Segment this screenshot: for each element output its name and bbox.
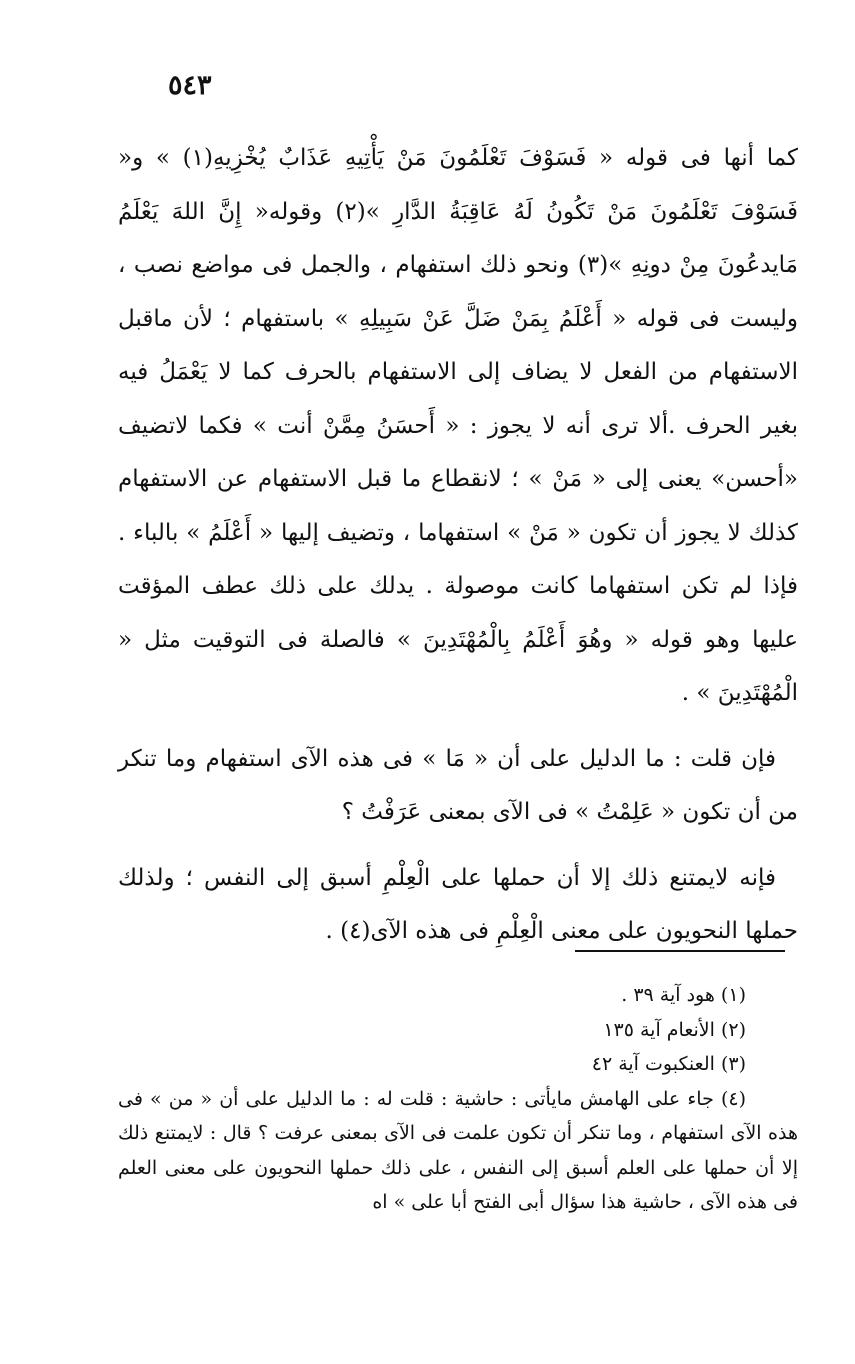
footnote: (٤) جاء على الهامش مايأتى : حاشية : قلت له : ما الدليل على أن « من » فى هذه الآى استفهام ، وما تنكر أن تكون علمت فى الآى بمعنى عرفت ؟ قال : لايمتنع ذلك إلا أن حملها على العلم أسبق إلى النفس ، على ذلك حملها النحويون على معنى العلم فى هذه الآى ، حاشية هذا سؤال أبى الفتح أبا على » اه — [118, 1087, 798, 1213]
body-paragraph: فإنه لايمتنع ذلك إلا أن حملها على الْعِلْمِ أسبق إلى النفس ؛ ولذلك حملها النحويون على معنى الْعِلْمِ فى هذه الآى(٤) . — [118, 864, 798, 944]
footnote: (٢) الأنعام آية ١٣٥ — [603, 1018, 746, 1041]
footnote: (١) هود آية ٣٩ . — [621, 984, 746, 1006]
body-paragraph: فإن قلت : ما الدليل على أن « مَا » فى هذه الآى استفهام وما تنكر من أن تكون « عَلِمْتُ » فى الآى بمعنى عَرَفْتُ ؟ — [118, 745, 798, 825]
main-text — [118, 132, 798, 959]
footnote-separator — [575, 950, 785, 952]
footnote: (٣) العنكبوت آية ٤٢ — [591, 1053, 746, 1075]
footnotes — [118, 978, 798, 1220]
body-paragraph: كما أنها فى قوله « فَسَوْفَ تَعْلَمُونَ مَنْ يَأْتِيهِ عَذَابٌ يُخْزِيهِ(١) » و« فَسَوْفَ تَعْلَمُونَ مَنْ تَكُونُ لَهُ عَاقِبَةُ الدَّارِ »(٢) وقوله« إِنَّ اللهَ يَعْلَمُ مَايدعُونَ مِنْ دونِهِ »(٣) ونحو ذلك استفهام ، والجمل فى مواضع نصب ، وليست فى قوله « أَعْلَمُ بِمَنْ ضَلَّ عَنْ سَبِيلِهِ » باستفهام ؛ لأن ماقبل الاستفهام من الفعل لا يضاف إلى الاستفهام بالحرف كما لا يَعْمَلُ فيه بغير الحرف .ألا ترى أنه لا يجوز : « أَحسَنُ مِمَّنْ أنت » فكما لاتضيف «أحسن» يعنى إلى « مَنْ » ؛ لانقطاع ما قبل الاستفهام عن الاستفهام كذلك لا يجوز أن تكون « مَنْ » استفهاما ، وتضيف إليها « أَعْلَمُ » بالباء . فإذا لم تكن استفهاما كانت موصولة . يدلك على ذلك عطف المؤقت عليها وهو قوله « وهُوَ أَعْلَمُ بِالْمُهْتَدِينَ » فالصلة فى التوقيت مثل « الْمُهْتَدِينَ » . — [118, 145, 799, 706]
page-number: ٥٤٣ — [168, 70, 212, 101]
